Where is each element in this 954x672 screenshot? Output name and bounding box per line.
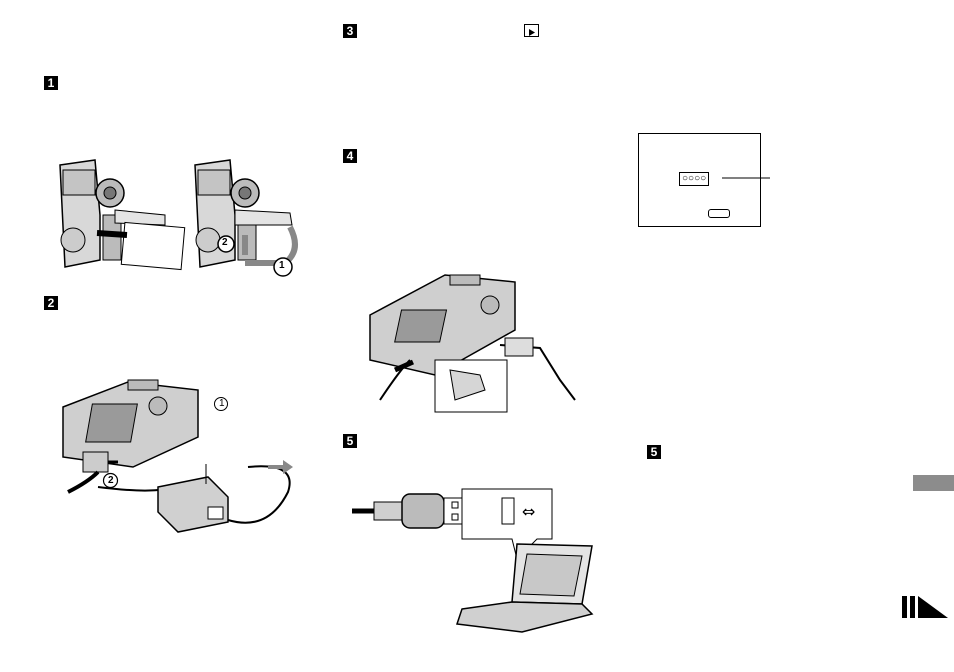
screen-dots: ○○○○	[679, 172, 709, 186]
usb-connector	[352, 494, 466, 528]
step-4-badge: 4	[343, 149, 357, 163]
step-2-badge: 2	[44, 296, 58, 310]
camera-open-cover-illustration	[55, 155, 305, 275]
usb-icon: ⇔	[522, 502, 536, 521]
camera-right	[195, 160, 295, 267]
usb-to-computer-illustration	[352, 484, 600, 634]
circled-number-1a-label: 1	[279, 260, 285, 271]
camera-ac-adapter-illustration	[58, 372, 308, 547]
usb-plug-detail	[435, 360, 507, 412]
camera-usb-connection-illustration	[365, 270, 580, 415]
circled-number-2a-label: 2	[222, 237, 228, 248]
step-1-badge: 1	[44, 76, 58, 90]
next-page-arrow-icon	[902, 596, 948, 618]
section-side-tab	[913, 475, 954, 491]
play-icon-glyph	[525, 27, 538, 38]
outlet-arrow	[268, 460, 293, 474]
circled-number-1b-label: 1	[219, 398, 225, 409]
step-3-badge: 3	[343, 24, 357, 38]
laptop	[457, 544, 592, 632]
screen-button-outline	[708, 209, 730, 218]
ac-adapter	[98, 464, 290, 532]
screen-callout-line	[722, 173, 772, 183]
camera-left	[60, 160, 185, 270]
circled-number-2b-label: 2	[108, 475, 114, 486]
step-5-badge: 5	[343, 434, 357, 448]
play-icon	[524, 24, 539, 37]
step-5-badge-right: 5	[647, 445, 661, 459]
circled-number-2b	[102, 472, 119, 489]
circled-number-1b	[213, 396, 229, 412]
